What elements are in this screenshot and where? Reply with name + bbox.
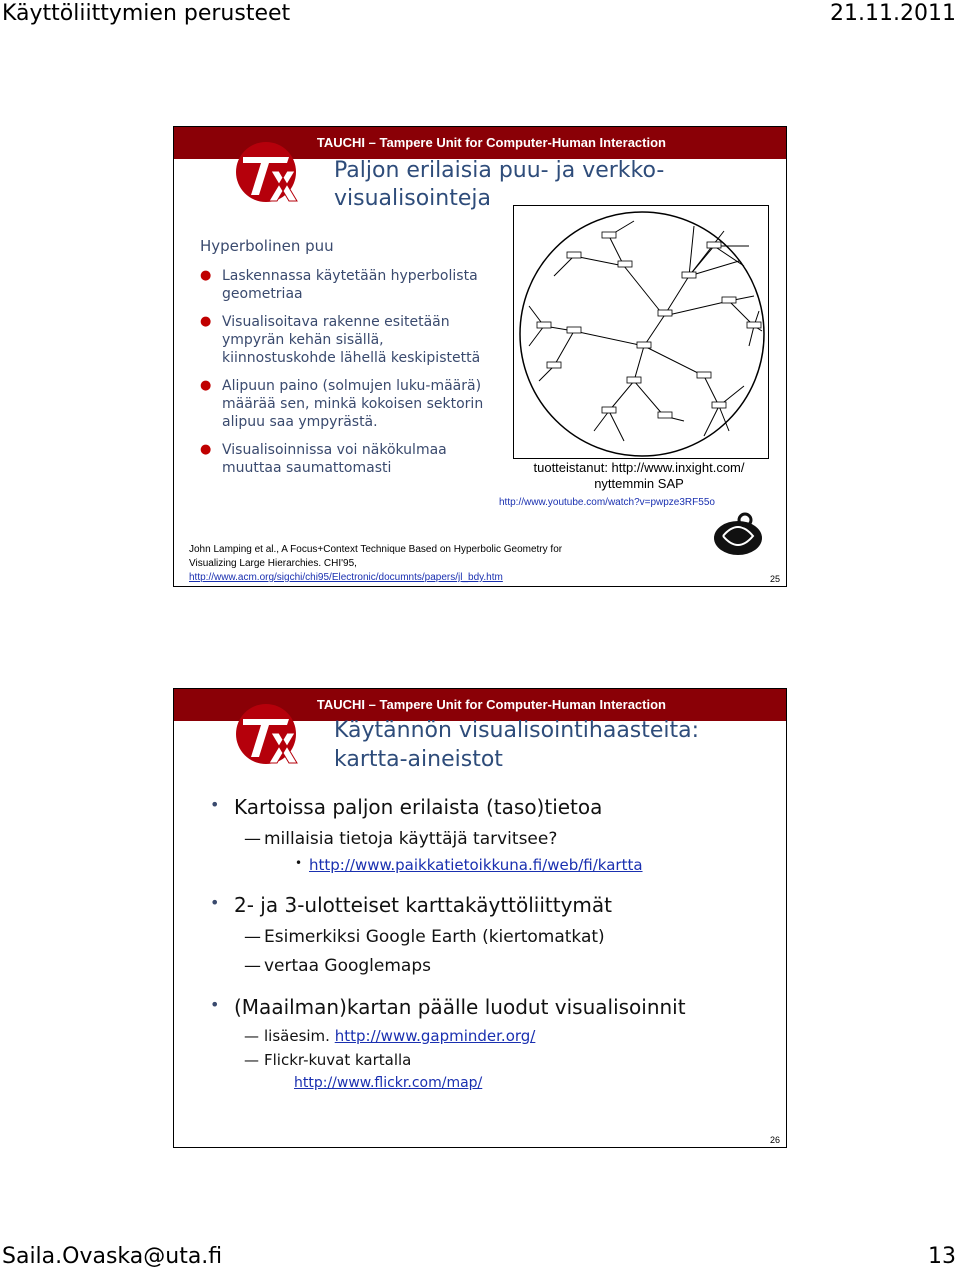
bullet-item: ● Visualisoinnissa voi näkökulmaa muuttaa saumattomasti xyxy=(200,442,447,476)
slide-title-line1: Käytännön visualisointihaasteita: xyxy=(334,718,700,743)
sub-bullet-item: — vertaa Googlemaps xyxy=(244,956,431,976)
bullet-item: • Kartoissa paljon erilaista (taso)tietoa xyxy=(210,795,603,819)
bullet-dot-icon: ● xyxy=(200,268,212,283)
sub-bullet-item: — Esimerkiksi Google Earth (kiertomatkat) xyxy=(244,927,605,947)
reference-citation: John Lamping et al., A Focus+Context Technique Based on Hyperbolic Geometry for Visualizing Large Hierarchies. CHI'95, http://www.acm.org/sigchi/chi95/Electronic/documnts/papers/jl_bdy.htm xyxy=(189,544,563,583)
section-heading: Hyperbolinen puu xyxy=(200,237,334,255)
slide-header-band: TAUCHI – Tampere Unit for Computer-Human Interaction xyxy=(174,127,786,159)
slide-page-number: 25 xyxy=(769,574,780,584)
bullet-dot-icon: • xyxy=(210,893,220,912)
youtube-link[interactable]: http://www.youtube.com/watch?v=pwpze3RF55o xyxy=(499,497,715,508)
bullet-dot-icon: ● xyxy=(200,314,212,329)
bullet-item: ● Laskennassa käytetään hyperbolista geometriaa xyxy=(200,268,478,302)
bullet-dot-icon: • xyxy=(295,856,303,870)
hyperbolic-tree-icon xyxy=(514,206,768,458)
bullet-dot-icon: ● xyxy=(200,442,212,457)
sub-bullet-item: — Flickr-kuvat kartalla xyxy=(244,1051,412,1069)
slide-title-line1: Paljon erilaisia puu- ja verkko- xyxy=(334,158,665,183)
tauchi-logo-icon xyxy=(229,135,304,210)
footer-page-number: 13 xyxy=(928,1244,956,1269)
bullet-item: • 2- ja 3-ulotteiset karttakäyttöliittymät xyxy=(210,893,613,917)
slide-25 xyxy=(173,126,787,587)
dash-icon: — xyxy=(244,829,261,849)
slide-title-line2: visualisointeja xyxy=(334,186,491,211)
slide-26 xyxy=(173,688,787,1148)
sub-bullet-item: — millaisia tietoja käyttäjä tarvitsee? xyxy=(244,829,558,849)
header-date: 21.11.2011 xyxy=(830,1,956,26)
slide-title-line2: kartta-aineistot xyxy=(334,747,503,772)
acm-paper-link[interactable]: http://www.acm.org/sigchi/chi95/Electronic/documnts/papers/jl_bdy.htm xyxy=(189,572,503,583)
bullet-dot-icon: ● xyxy=(200,378,212,393)
dash-icon: — xyxy=(244,927,261,947)
dash-icon: — xyxy=(244,956,261,976)
bullet-item: ● Visualisoitava rakenne esitetään ympyrän kehän sisällä, kiinnostuskohde lähellä keskipistettä xyxy=(200,314,481,366)
image-credit: tuotteistanut: http://www.inxight.com/ nyttemmin SAP xyxy=(533,460,745,491)
sub-bullet-item: — lisäesim. http://www.gapminder.org/ xyxy=(244,1027,536,1045)
dash-icon: — xyxy=(244,1051,259,1069)
bullet-dot-icon: • xyxy=(210,995,220,1014)
link-item xyxy=(294,1075,482,1091)
slide-header-band: TAUCHI – Tampere Unit for Computer-Human Interaction xyxy=(174,689,786,721)
tauchi-logo-icon xyxy=(229,697,304,772)
paikkatietoikkuna-link[interactable]: http://www.paikkatietoikkuna.fi/web/fi/kartta xyxy=(309,856,643,874)
flickr-map-link[interactable]: http://www.flickr.com/map/ xyxy=(294,1075,483,1091)
hyperbolic-tree-image xyxy=(513,205,769,459)
dash-icon: — xyxy=(244,1027,259,1045)
bullet-dot-icon: • xyxy=(210,795,220,814)
slide-page-number: 26 xyxy=(769,1135,780,1145)
gapminder-link[interactable]: http://www.gapminder.org/ xyxy=(334,1027,536,1045)
footer-email: Saila.Ovaska@uta.fi xyxy=(2,1244,223,1269)
bullet-item: • (Maailman)kartan päälle luodut visualisoinnit xyxy=(210,995,686,1019)
link-item xyxy=(295,856,643,874)
bullet-item: ● Alipuun paino (solmujen luku-määrä) määrää sen, minkä kokoisen sektorin alipuu saa ympyrästä. xyxy=(200,378,484,430)
knot-logo-icon xyxy=(711,510,766,562)
header-course-title: Käyttöliittymien perusteet xyxy=(2,1,291,26)
hyperbolic-tree-text xyxy=(200,237,500,487)
